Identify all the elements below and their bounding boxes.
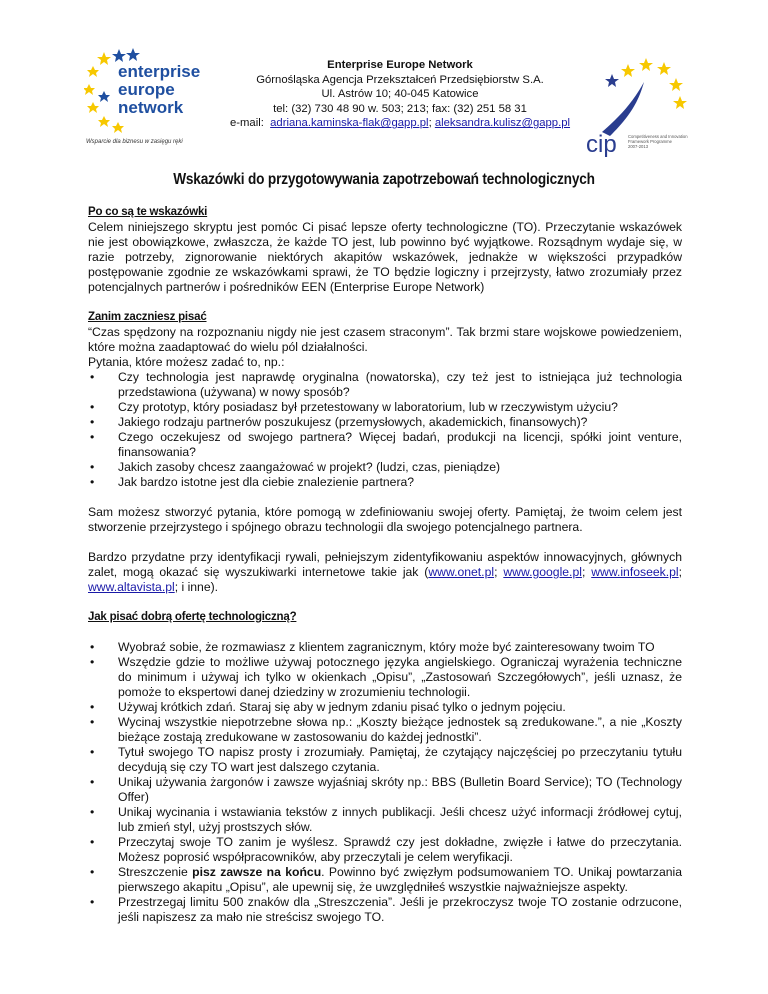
email-link-2[interactable]: aleksandra.kulisz@gapp.pl bbox=[434, 117, 571, 130]
list-item: • Czy prototyp, który posiadasz był przetestowany w laboratorium, lub w rzeczywistym użyciu? bbox=[88, 400, 682, 415]
link-infoseek[interactable]: www.infoseek.pl bbox=[591, 565, 679, 579]
list-item: • Tytuł swojego TO napisz prosty i zrozumiały. Pamiętaj, że czytający najczęściej po przeczytaniu tytułu decydują się czy TO wart jest dalszego czytania. bbox=[88, 745, 682, 775]
cip-small-3: 2007-2013 bbox=[628, 144, 649, 149]
header-phone: tel: (32) 730 48 90 w. 503; 213; fax: (32) 251 58 31 bbox=[273, 102, 527, 115]
list-item: • Przestrzegaj limitu 500 znaków dla „Streszczenia”. Jeśli je przekroczysz twoje TO zostanie odrzucone, jeśli napiszesz za mało nie streścisz swojego TO. bbox=[88, 895, 682, 925]
para3-start: Bardzo przydatne przy identyfikacji rywali, pełniejszym zidentyfikowaniu aspektów innowacyjnych, głównych zalet, mogą okazać się wyszukiwarki internetowe takie jak ( bbox=[88, 550, 682, 579]
list-item: • Wszędzie gdzie to możliwe używaj potocznego języka angielskiego. Ograniczaj wyrażenia techniczne do minimum i używaj ich tylko w okienkach „Opisu”, „Zastosowań Szczegółowych”, jeśli uznasz, że pomoże to ekspertowi danej dziedziny w zrozumieniu technologii. bbox=[88, 655, 682, 700]
link-google[interactable]: www.google.pl bbox=[503, 565, 582, 579]
list-item: • Jakiego rodzaju partnerów poszukujesz (przemysłowych, akademickich, finansowych)? bbox=[88, 415, 682, 430]
list-item: • Unikaj wycinania i wstawiania tekstów z innych publikacji. Jeśli chcesz użyć informacji źródłowej cytuj, lub zmień styl, użyj prostszych słów. bbox=[88, 805, 682, 835]
section-2-paragraph-2: Sam możesz stworzyć pytania, które pomogą w zdefiniowaniu swojej oferty. Pamiętaj, że twoim celem jest stworzenie przejrzystego i spójnego obrazu technologii dla swojego potencjalnego partnera. bbox=[88, 505, 682, 534]
cip-stars-icon bbox=[580, 52, 698, 164]
section-2-intro: Pytania, które możesz zadać to, np.: bbox=[88, 355, 285, 369]
list-item: • Unikaj używania żargonów i zawsze wyjaśniaj skróty np.: BBS (Bulletin Board Service); TO (Technology Offer) bbox=[88, 775, 682, 805]
list-item: • Wyobraź sobie, że rozmawiasz z klientem zagranicznym, który może być zainteresowany twoim TO bbox=[88, 640, 682, 655]
header-agency: Górnośląska Agencja Przekształceń Przedsiębiorstw S.A. bbox=[256, 73, 544, 86]
header-org: Enterprise Europe Network bbox=[327, 59, 473, 71]
email-label: e-mail: bbox=[229, 117, 264, 130]
cip-logo bbox=[580, 52, 698, 164]
page-title: Wskazówki do przygotowywania zapotrzebowań technologicznych bbox=[173, 171, 595, 188]
questions-list bbox=[88, 370, 682, 490]
section-1-paragraph: Celem niniejszego skryptu jest pomóc Ci pisać lepsze oferty technologiczne (TO). Przeczytanie wskazówek nie jest obowiązkowe, zwłaszcza, że każde TO jest, lub powinno być wyjątkowe. Rozsądnym wydaje się, w razie potrzeby, zignorowanie niektórych akapitów wskazówek, jednakże w większości przypadków postępowanie zgodnie ze wskazówkami sprawi, że TO będzie logiczny i przejrzysty, łatwo zrozumiały przez potencjalnych partnerów i pośredników EEN (Enterprise Europe Network) bbox=[88, 220, 682, 294]
section-heading-1: Po co są te wskazówki bbox=[88, 206, 208, 218]
een-line2: europe bbox=[118, 80, 175, 99]
para3-end: ; i inne). bbox=[174, 580, 219, 594]
een-line3: network bbox=[118, 98, 184, 117]
email-link-1[interactable]: adriana.kaminska-flak@gapp.pl bbox=[270, 117, 429, 130]
list-item: • Jakich zasoby chcesz zaangażować w projekt? (ludzi, czas, pieniądze) bbox=[88, 460, 682, 475]
document-body bbox=[88, 205, 682, 925]
een-tagline: Wsparcie dla biznesu w zasięgu ręki bbox=[86, 139, 183, 145]
section-heading-3: Jak pisać dobrą ofertę technologiczną? bbox=[88, 611, 297, 623]
list-item: • Przeczytaj swoje TO zanim je wyślesz. Sprawdź czy jest dokładne, zwięzłe i łatwe do przeczytania. Możesz poprosić współpracowników, aby przeczytali je celem weryfikacji. bbox=[88, 835, 682, 865]
bold-phrase: pisz zawsze na końcu bbox=[192, 865, 322, 879]
header-contact bbox=[190, 58, 610, 131]
list-item: • Streszczenie pisz zawsze na końcu. Powinno być zwięzłym podsumowaniem TO. Unikaj powtarzania pierwszego akapitu „Opisu”, ale upewnij się, że uwzględniłeś wszystkie najważniejsze aspekty. bbox=[88, 865, 682, 895]
link-altavista[interactable]: www.altavista.pl bbox=[88, 580, 175, 594]
list-item: • Wycinaj wszystkie niepotrzebne słowa np.: „Koszty bieżące jednostek są zredukowane.”, a nie „Koszty bieżące zostają zredukowane w zastosowaniu do każdej jednostki”. bbox=[88, 715, 682, 745]
link-onet[interactable]: www.onet.pl bbox=[428, 565, 495, 579]
header-address: Ul. Astrów 10; 40-045 Katowice bbox=[321, 88, 479, 101]
cip-text: cip bbox=[586, 131, 617, 158]
een-line1: enterprise bbox=[118, 62, 201, 81]
section-heading-2: Zanim zaczniesz pisać bbox=[88, 311, 207, 323]
section-2-quote: “Czas spędzony na rozpoznaniu nigdy nie jest czasem straconym”. Tak brzmi stare wojskowe powiedzeniem, które można zaadaptować do wielu pól działalności. bbox=[88, 325, 682, 354]
list-item: • Czy technologia jest naprawdę oryginalna (nowatorska), czy też jest to istniejąca już technologia przedstawiona (używana) w nowy sposób? bbox=[88, 370, 682, 400]
list-item: • Używaj krótkich zdań. Staraj się aby w jednym zdaniu pisać tylko o jednym pojęciu. bbox=[88, 700, 682, 715]
list-item: • Jak bardzo istotne jest dla ciebie znalezienie partnera? bbox=[88, 475, 682, 490]
section-2-paragraph-3: Bardzo przydatne przy identyfikacji rywali, pełniejszym zidentyfikowaniu aspektów innowacyjnych, głównych zalet, mogą okazać się wyszukiwarki internetowe takie jak (www.onet.pl; www.google.pl; www.infoseek.pl; www.altavista.pl; i inne). bbox=[88, 550, 682, 594]
list-item: • Czego oczekujesz od swojego partnera? Więcej badań, produkcji na licencji, spółki joint venture, finansowania? bbox=[88, 430, 682, 460]
header-email: e-mail: adriana.kaminska-flak@gapp.pl; aleksandra.kulisz@gapp.pl bbox=[229, 117, 571, 130]
cip-small-2: Framework Programme bbox=[628, 139, 672, 144]
tips-list bbox=[88, 640, 682, 925]
cip-small-1: Competitiveness and Innovation bbox=[628, 134, 688, 139]
